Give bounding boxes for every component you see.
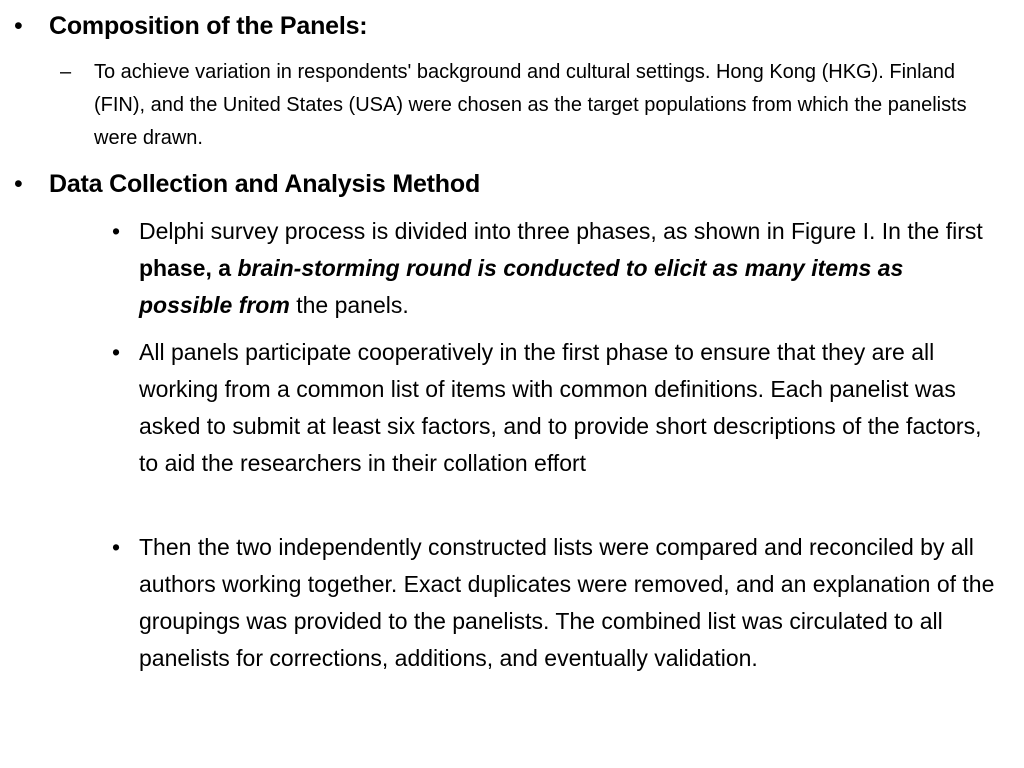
section-heading: Data Collection and Analysis Method [49, 170, 481, 198]
bullet-marker: • [112, 339, 121, 365]
bullet-marker: • [112, 534, 121, 560]
list-item [112, 213, 997, 324]
list-item-text [139, 213, 997, 324]
section-composition [14, 8, 994, 44]
list-item [112, 529, 997, 677]
list-item-text: Then the two independently constructed lists were compared and reconciled by all authors working together. Exact duplicates were removed, and an explanation of the groupings was provided to the panelists. The combined list was circulated to all panelists for corrections, additions, and eventually validation. [139, 534, 995, 671]
text-plain: Delphi survey process is divided into three phases, as shown in Figure I. In the first [139, 218, 983, 244]
text-bold: phase, a [139, 255, 238, 281]
dash-marker: – [60, 61, 72, 83]
list-item-text: All panels participate cooperatively in the first phase to ensure that they are all working from a common list of items with common definitions. Each panelist was asked to submit at least six factors, and to provide short descriptions of the factors, to aid the researchers in their collation effort [139, 339, 982, 476]
section-data-collection [14, 166, 994, 202]
bullet-marker: • [14, 12, 23, 40]
composition-text: To achieve variation in respondents' background and cultural settings. Hong Kong (HKG). Finland (FIN), and the United States (USA) were chosen as the target populations from which the panelists were drawn. [94, 61, 967, 149]
text-bold-italic: brain-storming round is conducted to elicit as many items as possible from [139, 255, 904, 318]
bullet-marker: • [112, 218, 121, 244]
list-item [112, 334, 997, 482]
composition-subitem [60, 56, 995, 155]
text-plain-end: the panels. [289, 292, 409, 318]
section-heading: Composition of the Panels: [49, 12, 368, 40]
bullet-marker: • [14, 170, 23, 198]
